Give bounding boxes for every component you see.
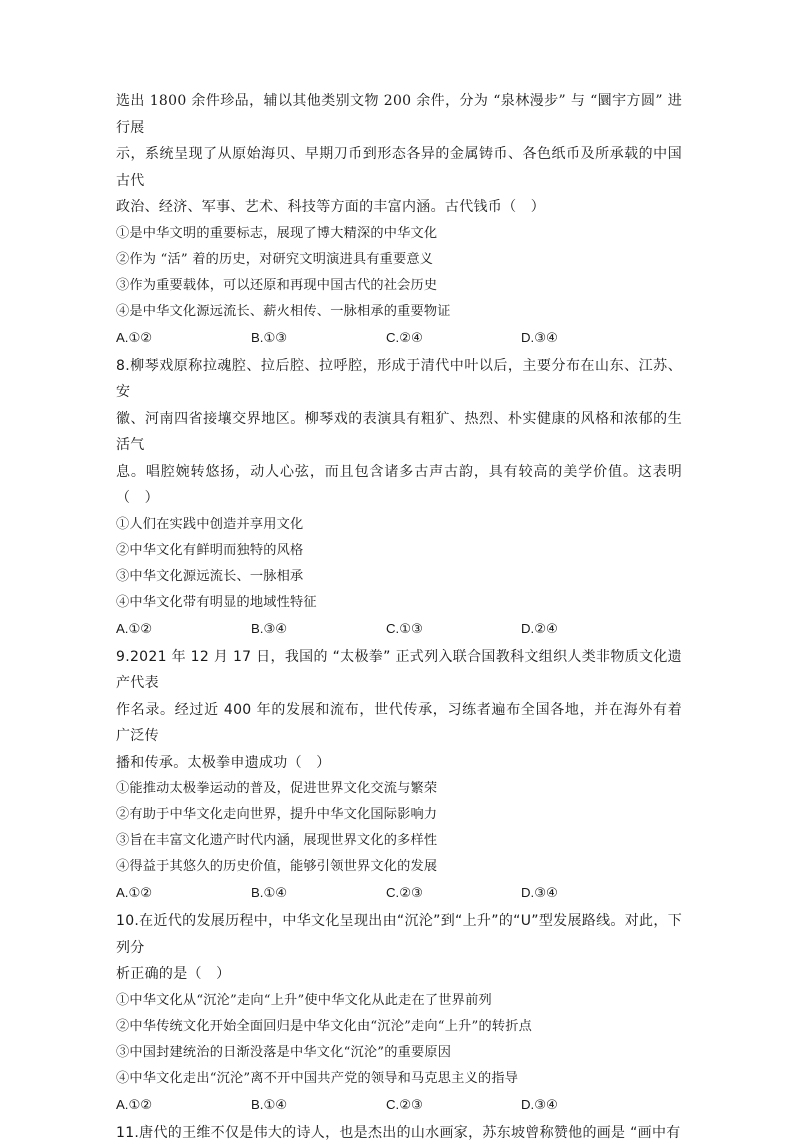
statement-item: ③旨在丰富文化遗产时代内涵，展现世界文化的多样性 [116,828,682,854]
answer-choices [116,325,682,351]
question-8-stem-line: 息。唱腔婉转悠扬，动人心弦，而且包含诸多古声古韵，具有较高的美学价值。这表明（ ） [116,459,682,512]
statement-item: ②中华传统文化开始全面回归是中华文化由“沉沦”走向“上升”的转折点 [116,1014,682,1040]
statement-item: ④中华文化走出“沉沦”离不开中国共产党的领导和马克思主义的指导 [116,1066,682,1092]
statement-item: ④中华文化带有明显的地域性特征 [116,590,682,616]
question-10-stem-line: 10.在近代的发展历程中，中华文化呈现出由“沉沦”到“上升”的“U”型发展路线。对此，下列分 [116,908,682,961]
question-9-stem-line: 9.2021 年 12 月 17 日，我国的 “太极拳” 正式列入联合国教科文组织人类非物质文化遗产代表 [116,644,682,697]
choice-a[interactable]: A.①② [116,880,251,906]
question-10-stem-line: 析正确的是（ ） [116,961,682,988]
statement-item: ③中国封建统治的日渐没落是中华文化“沉沦”的重要原因 [116,1040,682,1066]
statement-item: ①中华文化从“沉沦”走向“上升”使中华文化从此走在了世界前列 [116,988,682,1014]
statement-item: ③中华文化源远流长、一脉相承 [116,564,682,590]
choice-a[interactable]: A.①② [116,616,251,642]
question-9-stem-line: 播和传承。太极拳申遗成功（ ） [116,750,682,777]
question-8-stem-line: 徽、河南四省接壤交界地区。柳琴戏的表演具有粗犷、热烈、朴实健康的风格和浓郁的生活气 [116,406,682,459]
choice-c[interactable]: C.②④ [386,325,521,351]
answer-choices [116,880,682,906]
question-11-stem-line: 11.唐代的王维不仅是伟大的诗人，也是杰出的山水画家，苏东坡曾称赞他的画是 “画中有 [116,1120,682,1146]
exam-page [116,86,682,1146]
statement-item: ②作为 “活” 着的历史，对研究文明演进具有重要意义 [116,247,682,273]
statement-item: ①是中华文明的重要标志，展现了博大精深的中华文化 [116,221,682,247]
choice-c[interactable]: C.①③ [386,616,521,642]
question-7-stem-line: 政治、经济、军事、艺术、科技等方面的丰富内涵。古代钱币（ ） [116,194,682,221]
question-8-stem-line: 8.柳琴戏原称拉魂腔、拉后腔、拉呼腔，形成于清代中叶以后，主要分布在山东、江苏、安 [116,353,682,406]
choice-d[interactable]: D.②④ [521,616,656,642]
choice-d[interactable]: D.③④ [521,1092,656,1118]
choice-b[interactable]: B.③④ [251,616,386,642]
statement-item: ③作为重要载体，可以还原和再现中国古代的社会历史 [116,273,682,299]
statement-item: ④是中华文化源远流长、薪火相传、一脉相承的重要物证 [116,299,682,325]
question-8-block [116,353,682,642]
answer-choices [116,1092,682,1118]
choice-a[interactable]: A.①② [116,325,251,351]
choice-b[interactable]: B.①③ [251,325,386,351]
statement-item: ②中华文化有鲜明而独特的风格 [116,538,682,564]
choice-a[interactable]: A.①② [116,1092,251,1118]
question-9-block [116,644,682,907]
statement-item: ②有助于中华文化走向世界，提升中华文化国际影响力 [116,802,682,828]
question-7-block [116,88,682,351]
statement-item: ④得益于其悠久的历史价值，能够引领世界文化的发展 [116,854,682,880]
statement-item: ①能推动太极拳运动的普及，促进世界文化交流与繁荣 [116,776,682,802]
choice-c[interactable]: C.②③ [386,1092,521,1118]
question-11-block [116,1120,682,1146]
choice-d[interactable]: D.③④ [521,880,656,906]
question-7-stem-line: 选出 1800 余件珍品，辅以其他类别文物 200 余件，分为 “泉林漫步” 与 “圜宇方圆” 进行展 [116,88,682,141]
choice-b[interactable]: B.①④ [251,880,386,906]
statement-item: ①人们在实践中创造并享用文化 [116,512,682,538]
question-9-stem-line: 作名录。经过近 400 年的发展和流布，世代传承，习练者遍布全国各地，并在海外有着广泛传 [116,697,682,750]
answer-choices [116,616,682,642]
choice-b[interactable]: B.①④ [251,1092,386,1118]
choice-d[interactable]: D.③④ [521,325,656,351]
question-10-block [116,908,682,1118]
choice-c[interactable]: C.②③ [386,880,521,906]
question-7-stem-line: 示，系统呈现了从原始海贝、早期刀币到形态各异的金属铸币、各色纸币及所承载的中国古代 [116,141,682,194]
